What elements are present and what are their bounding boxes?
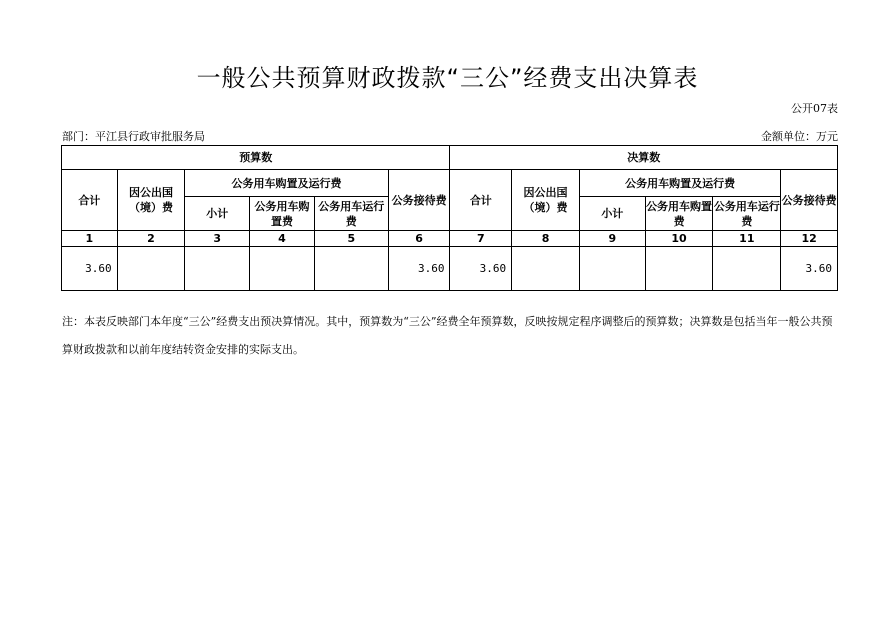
cell-budget-reception: 3.60	[388, 247, 450, 291]
col-number: 2	[117, 231, 185, 247]
cell-budget-vehicle-operation	[314, 247, 388, 291]
cell-final-subtotal	[579, 247, 645, 291]
cell-final-vehicle-operation	[713, 247, 781, 291]
cell-budget-abroad	[117, 247, 185, 291]
cell-budget-total: 3.60	[62, 247, 118, 291]
cell-final-reception: 3.60	[781, 247, 838, 291]
header-budget: 预算数	[62, 146, 450, 170]
header-final-vehicle-operation: 公务用车运行费	[713, 197, 781, 231]
col-number: 12	[781, 231, 838, 247]
header-budget-abroad: 因公出国（境）费	[117, 170, 185, 231]
table-row	[62, 247, 838, 291]
header-budget-vehicle-operation: 公务用车运行费	[314, 197, 388, 231]
form-number: 公开07表	[791, 102, 838, 115]
col-number: 1	[62, 231, 118, 247]
footnote: 注：本表反映部门本年度“三公”经费支出预决算情况。其中，预算数为“三公”经费全年预算数，反映按规定程序调整后的预算数；决算数是包括当年一般公共预算财政拨款和以前年度结转资金安排的实际支出。	[62, 315, 833, 356]
header-final-subtotal: 小计	[579, 197, 645, 231]
three-public-expenses-table	[61, 145, 838, 291]
header-budget-total: 合计	[62, 170, 118, 231]
cell-final-vehicle-purchase	[645, 247, 713, 291]
col-number: 6	[388, 231, 450, 247]
col-number: 4	[250, 231, 315, 247]
unit-label: 金额单位：万元	[761, 130, 838, 143]
cell-final-total: 3.60	[450, 247, 512, 291]
cell-final-abroad	[512, 247, 580, 291]
department-label: 部门：平江县行政审批服务局	[62, 130, 205, 143]
header-final-reception: 公务接待费	[781, 170, 838, 231]
cell-budget-vehicle-purchase	[250, 247, 315, 291]
header-final-total: 合计	[450, 170, 512, 231]
col-number: 11	[713, 231, 781, 247]
header-budget-vehicle: 公务用车购置及运行费	[185, 170, 388, 197]
cell-budget-subtotal	[185, 247, 250, 291]
header-final-vehicle: 公务用车购置及运行费	[579, 170, 780, 197]
header-final-vehicle-purchase: 公务用车购置费	[645, 197, 713, 231]
header-budget-subtotal: 小计	[185, 197, 250, 231]
header-budget-reception: 公务接待费	[388, 170, 450, 231]
col-number: 5	[314, 231, 388, 247]
header-budget-vehicle-purchase: 公务用车购置费	[250, 197, 315, 231]
col-number: 9	[579, 231, 645, 247]
col-number: 8	[512, 231, 580, 247]
col-number: 7	[450, 231, 512, 247]
col-number: 3	[185, 231, 250, 247]
header-final-abroad: 因公出国（境）费	[512, 170, 580, 231]
header-final: 决算数	[450, 146, 838, 170]
col-number: 10	[645, 231, 713, 247]
page-title: 一般公共预算财政拨款“三公”经费支出决算表	[196, 64, 699, 92]
